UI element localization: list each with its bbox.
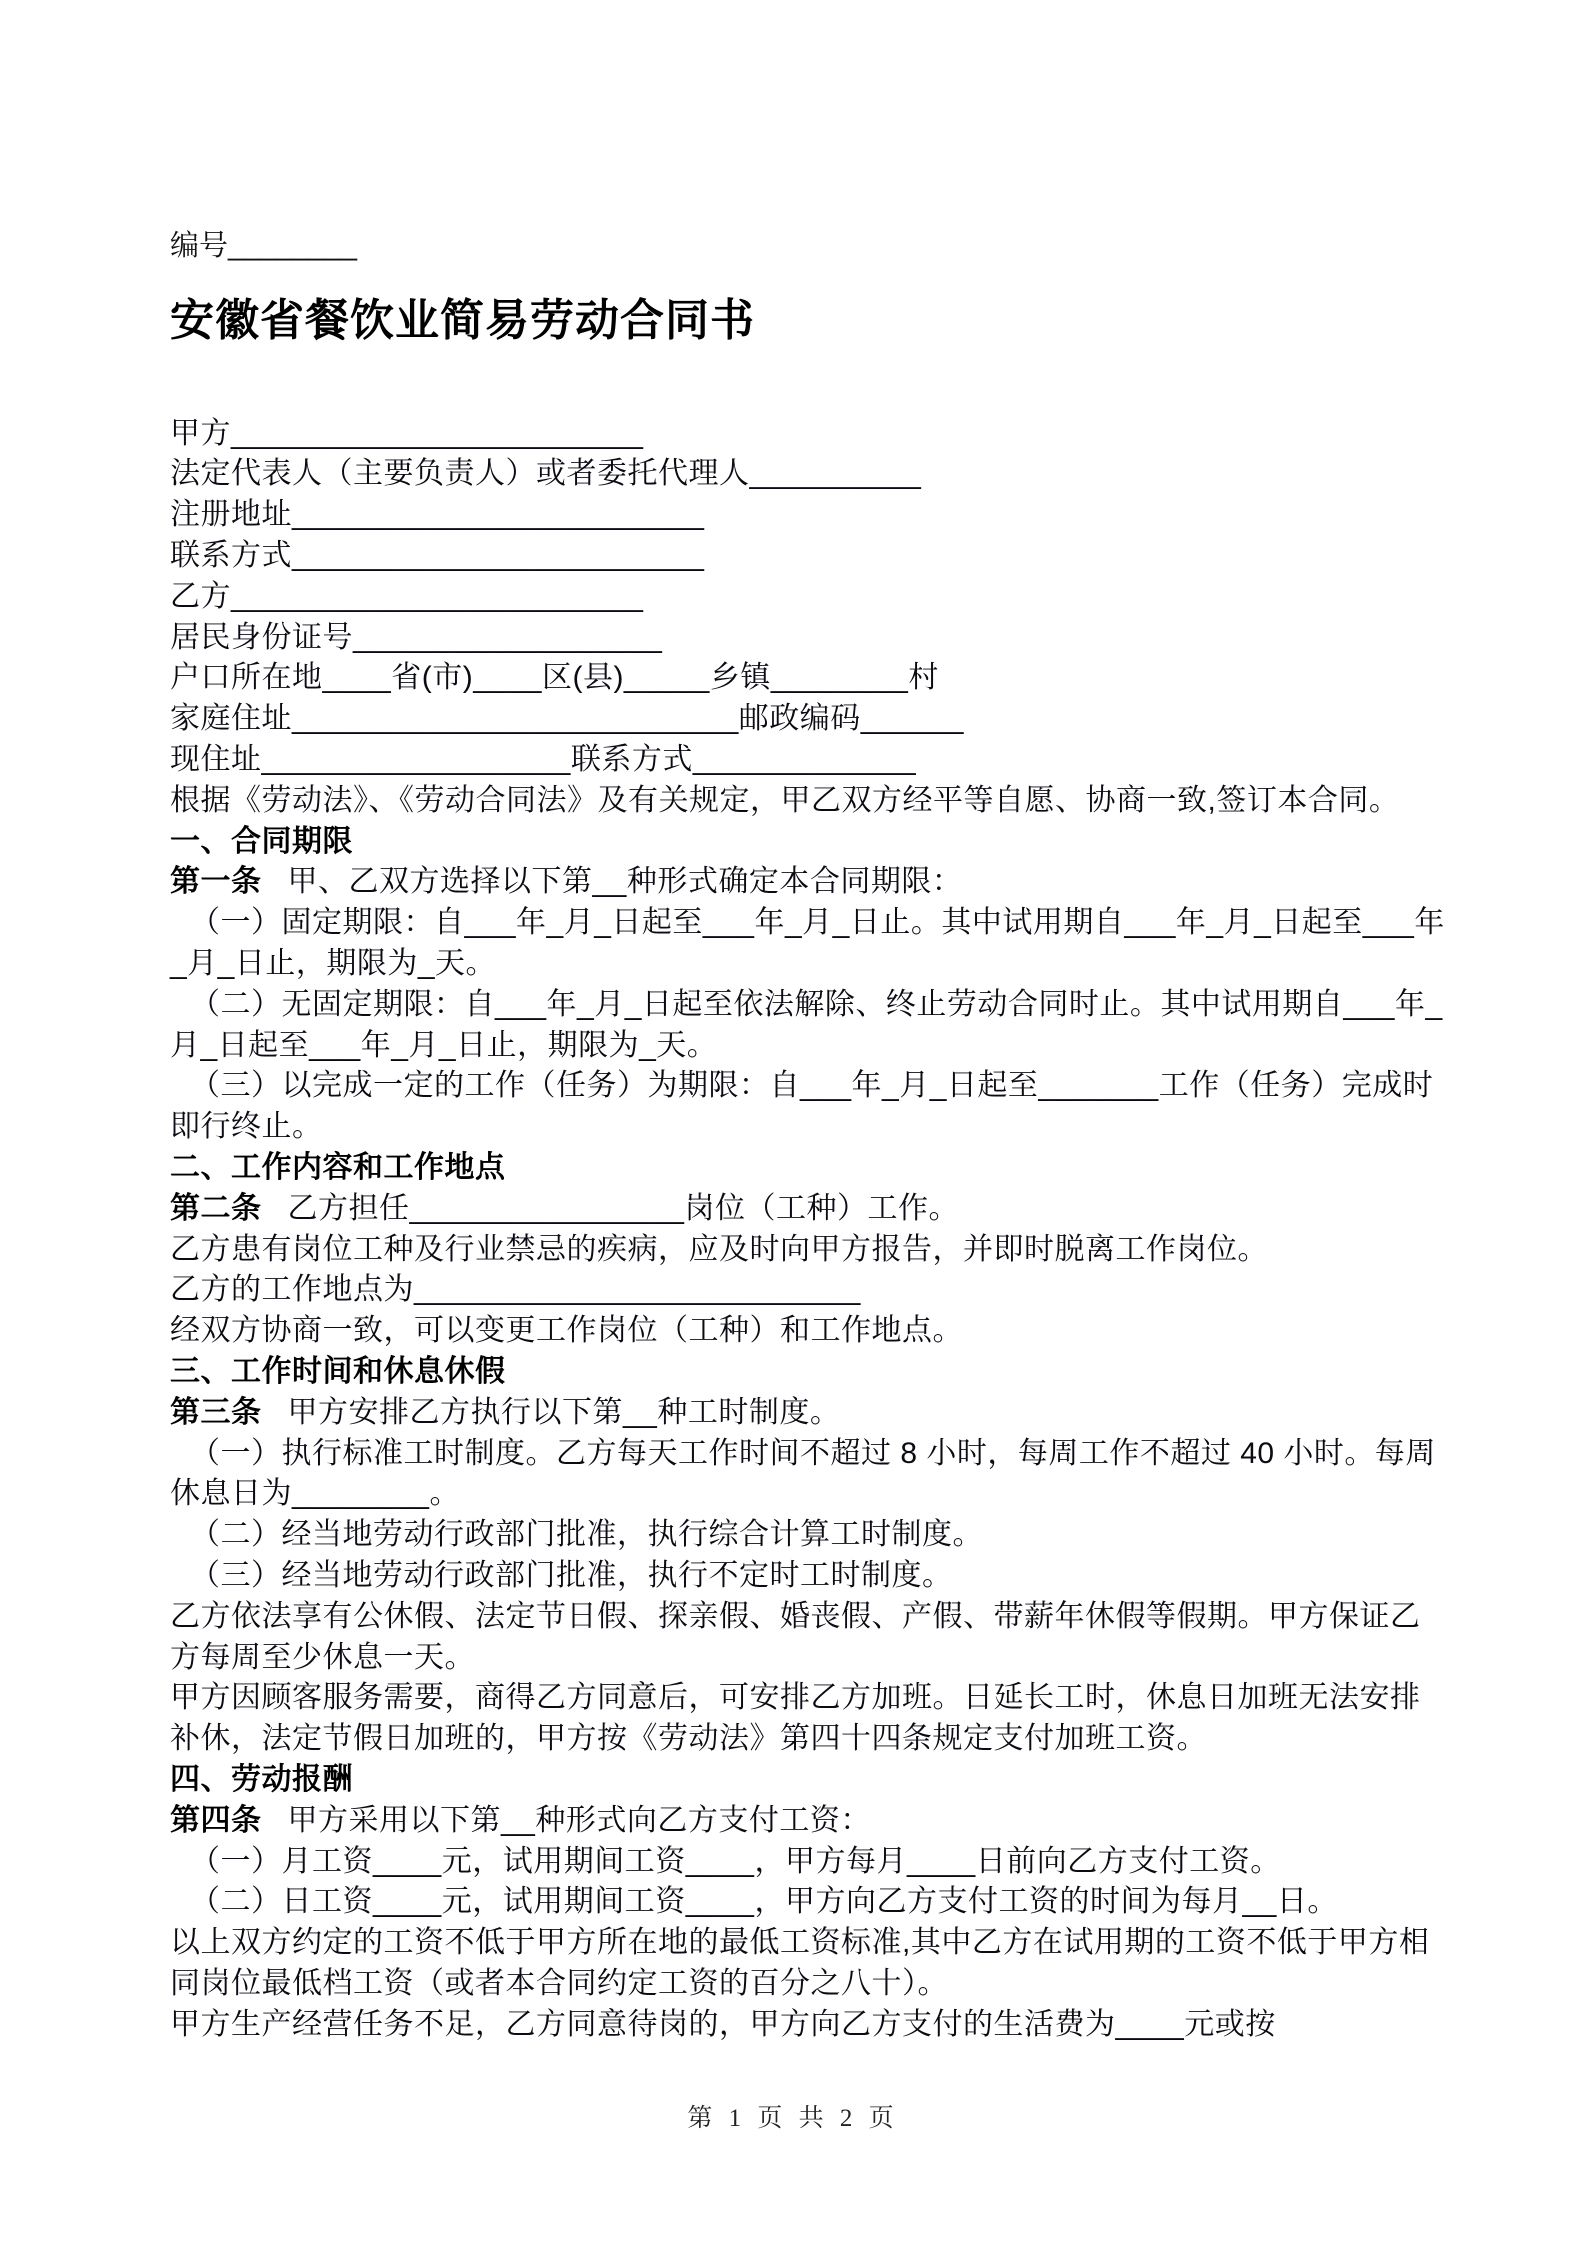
paragraph bbox=[170, 781, 1446, 822]
text-run: 乙方的工作地点为__________________________ bbox=[170, 1273, 861, 1307]
text-run: 三、工作时间和休息休假 bbox=[170, 1355, 506, 1389]
text-run: 乙方________________________ bbox=[170, 579, 644, 613]
text-run: 甲方安排乙方执行以下第__种工时制度。 bbox=[287, 1395, 841, 1429]
clause-line bbox=[170, 862, 1446, 903]
form-field-line bbox=[170, 658, 1446, 699]
text-run: （一）执行标准工时制度。乙方每天工作时间不超过 8 小时，每周工作不超过 40 小时。每周休息日为________。 bbox=[170, 1436, 1436, 1511]
text-run: 经双方协商一致，可以变更工作岗位（工种）和工作地点。 bbox=[170, 1314, 963, 1348]
form-field-line bbox=[170, 536, 1446, 577]
form-field-line bbox=[170, 414, 1446, 455]
text-run: 甲方采用以下第__种形式向乙方支付工资： bbox=[287, 1803, 871, 1837]
text-run: 乙方依法享有公休假、法定节日假、探亲假、婚丧假、产假、带薪年休假等假期。甲方保证乙方每周至少休息一天。 bbox=[170, 1599, 1421, 1674]
clause-line bbox=[170, 1801, 1446, 1842]
form-field-line bbox=[170, 495, 1446, 536]
clause-line bbox=[170, 1189, 1446, 1230]
text-run: 注册地址________________________ bbox=[170, 498, 705, 532]
form-field-line bbox=[170, 577, 1446, 618]
text-run: （二）经当地劳动行政部门批准，执行综合计算工时制度。 bbox=[190, 1518, 983, 1552]
document-body bbox=[170, 414, 1446, 2046]
paragraph bbox=[170, 1066, 1446, 1148]
paragraph bbox=[170, 985, 1446, 1067]
paragraph bbox=[170, 1230, 1446, 1271]
paragraph bbox=[170, 1270, 1446, 1311]
text-run: （一）月工资____元，试用期间工资____，甲方每月____日前向乙方支付工资。 bbox=[190, 1844, 1281, 1878]
clause-line bbox=[170, 1393, 1446, 1434]
section-heading bbox=[170, 1148, 1446, 1189]
text-run: 四、劳动报酬 bbox=[170, 1762, 353, 1796]
paragraph bbox=[170, 1923, 1446, 2005]
paragraph bbox=[170, 1882, 1446, 1923]
text-run: 甲方生产经营任务不足，乙方同意待岗的，甲方向乙方支付的生活费为____元或按 bbox=[170, 2007, 1276, 2041]
text-run: 家庭住址__________________________邮政编码______ bbox=[170, 702, 964, 736]
form-field-line bbox=[170, 740, 1446, 781]
section-heading bbox=[170, 822, 1446, 863]
form-field-line bbox=[170, 454, 1446, 495]
paragraph bbox=[170, 1515, 1446, 1556]
text-run: （三）经当地劳动行政部门批准，执行不定时工时制度。 bbox=[190, 1559, 953, 1592]
form-field-line bbox=[170, 618, 1446, 659]
text-run: 乙方担任________________岗位（工种）工作。 bbox=[287, 1191, 959, 1225]
clause-number: 第二条 bbox=[170, 1191, 262, 1225]
section-heading bbox=[170, 1760, 1446, 1801]
text-run: 户口所在地____省(市)____区(县)_____乡镇________村 bbox=[170, 661, 939, 695]
text-run: 联系方式________________________ bbox=[170, 539, 705, 573]
text-run: 以上双方约定的工资不低于甲方所在地的最低工资标准,其中乙方在试用期的工资不低于甲方相同岗位最低档工资（或者本合同约定工资的百分之八十）。 bbox=[170, 1926, 1430, 2000]
paragraph bbox=[170, 2005, 1446, 2046]
text-run: （三）以完成一定的工作（任务）为期限：自___年_月_日起至_______工作（任务）完成时即行终止。 bbox=[170, 1069, 1434, 1144]
paragraph bbox=[170, 1842, 1446, 1883]
page-number-footer: 第 1 页 共 2 页 bbox=[687, 2105, 899, 2132]
paragraph bbox=[170, 1556, 1446, 1597]
text-run: 居民身份证号__________________ bbox=[170, 620, 663, 654]
text-run: 现住址__________________联系方式_____________ bbox=[170, 743, 917, 777]
text-run: 法定代表人（主要负责人）或者委托代理人__________ bbox=[170, 457, 922, 491]
text-run: 一、合同期限 bbox=[170, 824, 353, 858]
text-run: 乙方患有岗位工种及行业禁忌的疾病，应及时向甲方报告，并即时脱离工作岗位。 bbox=[170, 1232, 1268, 1266]
text-run: （二）日工资____元，试用期间工资____，甲方向乙方支付工资的时间为每月__日。 bbox=[190, 1885, 1338, 1919]
paragraph bbox=[170, 903, 1446, 985]
paragraph bbox=[170, 1434, 1446, 1516]
text-run: （二）无固定期限：自___年_月_日起至依法解除、终止劳动合同时止。其中试用期自___年_月_日起至___年_月_日止，期限为_天。 bbox=[170, 987, 1443, 1062]
page-title: 安徽省餐饮业简易劳动合同书 bbox=[170, 295, 755, 345]
page-body bbox=[170, 228, 1446, 2046]
text-run: 甲方因顾客服务需要，商得乙方同意后，可安排乙方加班。日延长工时，休息日加班无法安排补休，法定节假日加班的，甲方按《劳动法》第四十四条规定支付加班工资。 bbox=[170, 1681, 1421, 1756]
form-field-line bbox=[170, 699, 1446, 740]
text-run: 根据《劳动法》、《劳动合同法》及有关规定，甲乙双方经平等自愿、协商一致,签订本合同。 bbox=[170, 783, 1400, 817]
text-run: 甲方________________________ bbox=[170, 416, 644, 450]
clause-number: 第一条 bbox=[170, 865, 262, 899]
paragraph bbox=[170, 1311, 1446, 1352]
serial-number-line: 编号________ bbox=[170, 230, 358, 262]
clause-number: 第三条 bbox=[170, 1395, 262, 1429]
paragraph bbox=[170, 1597, 1446, 1679]
section-heading bbox=[170, 1352, 1446, 1393]
clause-number: 第四条 bbox=[170, 1803, 262, 1837]
text-run: 二、工作内容和工作地点 bbox=[170, 1151, 506, 1185]
text-run: （一）固定期限：自___年_月_日起至___年_月_日止。其中试用期自___年_月_日起至___年_月_日止，期限为_天。 bbox=[170, 906, 1445, 981]
paragraph bbox=[170, 1678, 1446, 1760]
text-run: 甲、乙双方选择以下第__种形式确定本合同期限： bbox=[287, 865, 963, 899]
